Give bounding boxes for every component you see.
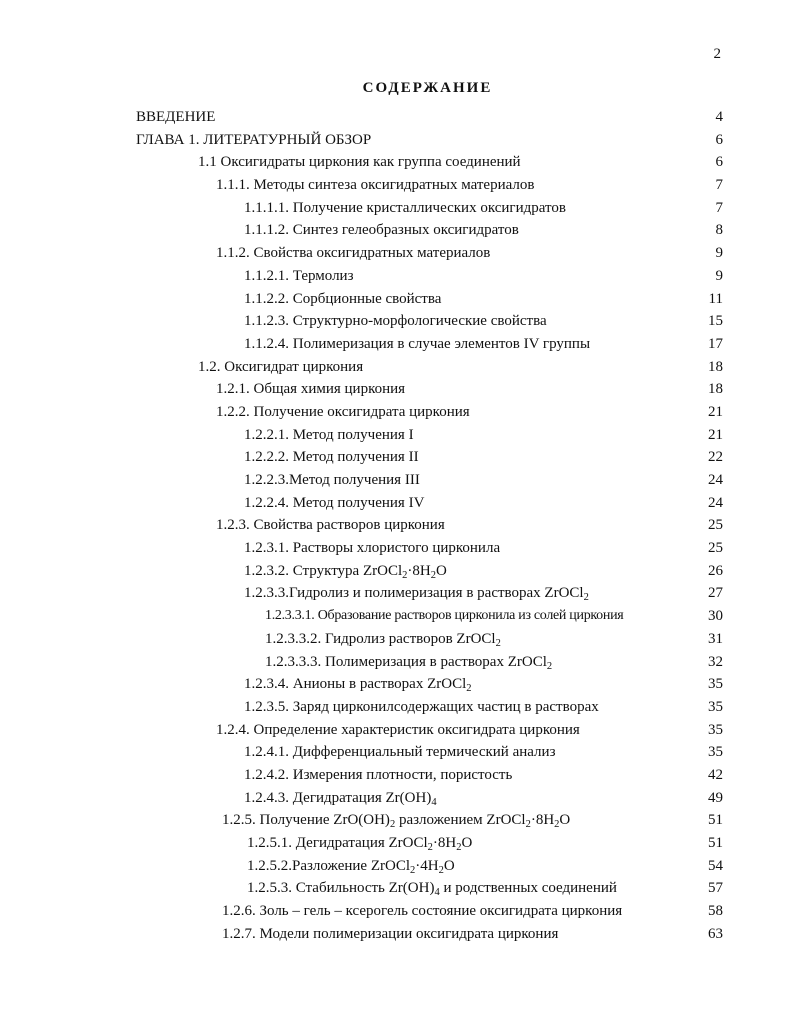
- toc-entry: [0, 877, 799, 900]
- toc-entry: [0, 605, 799, 628]
- toc-entry: [0, 719, 799, 742]
- toc-entry: [0, 900, 799, 923]
- toc-entry: [0, 809, 799, 832]
- toc-entry-page: 9: [715, 267, 723, 284]
- toc-entry: [0, 651, 799, 674]
- toc-entry-page: 21: [708, 426, 723, 443]
- toc-entry: [0, 424, 799, 447]
- toc-entry-page: 17: [708, 335, 723, 352]
- toc-entry-page: 7: [715, 199, 723, 216]
- toc-entry-page: 35: [708, 676, 723, 693]
- toc-entry-page: 18: [708, 381, 723, 398]
- toc-entry: [0, 106, 799, 129]
- toc-entry: [0, 219, 799, 242]
- toc-entry: [0, 628, 799, 651]
- toc-entry-page: 26: [708, 562, 723, 579]
- toc-entry-page: 7: [715, 177, 723, 194]
- toc-entry-label: ВВЕДЕНИЕ: [136, 109, 216, 125]
- page-number: 2: [713, 46, 721, 62]
- toc-entry: [0, 537, 799, 560]
- toc-entry-page: 8: [715, 222, 723, 239]
- toc-entry: [0, 832, 799, 855]
- toc-entry-label: 1.2.3.3.Гидролиз и полимеризация в растворах ZrOCl$_2$: [244, 585, 589, 604]
- toc-entry-page: 57: [708, 880, 723, 897]
- toc-entry-page: 25: [708, 517, 723, 534]
- toc-entry-label: 1.2.3.1. Растворы хлористого цирконила: [244, 540, 501, 557]
- toc-entry-page: 63: [708, 925, 723, 942]
- toc-entry: [0, 446, 799, 469]
- toc-entry: [0, 923, 799, 946]
- toc-entry: [0, 741, 799, 764]
- toc-entry-label: 1.1 Оксигидраты циркония как группа соединений: [198, 154, 521, 171]
- toc-entry-label: 1.2.4.2. Измерения плотности, пористость: [244, 766, 513, 783]
- toc-entry-label: 1.2.4.1. Дифференциальный термический анализ: [244, 744, 556, 761]
- toc-entry-label: 1.2.7. Модели полимеризации оксигидрата циркония: [222, 925, 559, 942]
- toc-entry-page: 35: [708, 698, 723, 715]
- toc-entry-label: 1.2.5. Получение $ZrO(OH)_2$ разложением $ZrOCl_2\cdot 8H_2O$: [222, 812, 571, 831]
- toc-entry-page: 51: [708, 812, 723, 829]
- toc-entry-page: 51: [708, 835, 723, 851]
- toc-entry-page: 32: [708, 653, 723, 670]
- toc-entry-page: 24: [708, 472, 723, 488]
- toc-entry: [0, 696, 799, 719]
- toc-entry-page: 31: [708, 630, 723, 647]
- toc-entry-label: 1.2.3.5. Заряд цирконилсодержащих частиц в растворах: [244, 698, 599, 715]
- toc-entry: [0, 514, 799, 537]
- toc-entry-label: 1.2.5.3. Стабильность $Zr(OH)_4$ и родственных соединений: [247, 880, 617, 899]
- toc-entry-label: 1.2.2.1. Метод получения I: [244, 426, 414, 443]
- toc-entry: [0, 855, 799, 878]
- toc-entry: [0, 310, 799, 333]
- toc-entry-page: 35: [708, 744, 723, 761]
- toc-entry-page: 42: [708, 766, 723, 783]
- toc-entry: [0, 492, 799, 515]
- toc-title: СОДЕРЖАНИЕ: [362, 80, 493, 96]
- toc-entry-label: 1.2.3.3.3. Полимеризация в растворах ZrOCl$_2$: [265, 653, 553, 672]
- toc-entry: [0, 174, 799, 197]
- toc-entry-page: 11: [708, 290, 723, 307]
- toc-entry-label: 1.2.2.4. Метод получения IV: [244, 494, 425, 511]
- toc-entry: [0, 764, 799, 787]
- toc-entry: [0, 787, 799, 810]
- toc-entry: [0, 401, 799, 424]
- toc-entry-page: 18: [708, 358, 723, 375]
- toc-entry-page: 58: [708, 903, 723, 920]
- toc-entry: [0, 582, 799, 605]
- toc-entry: [0, 356, 799, 379]
- toc-entry: [0, 469, 799, 492]
- toc-entry-label: 1.2.3. Свойства растворов циркония: [216, 517, 445, 534]
- toc-entry: [0, 378, 799, 401]
- toc-entry: [0, 673, 799, 696]
- table-of-contents: [0, 106, 799, 945]
- toc-entry-page: 4: [715, 109, 723, 125]
- toc-entry: [0, 265, 799, 288]
- toc-entry-label: 1.2.4.3. Дегидратация $Zr(OH)_4$: [244, 789, 437, 808]
- toc-entry-label: 1.1.1.1. Получение кристаллических оксигидратов: [244, 199, 566, 216]
- toc-entry: [0, 197, 799, 220]
- toc-entry-page: 9: [715, 245, 723, 262]
- toc-entry-label: 1.1.2.3. Структурно-морфологические свойства: [244, 313, 547, 330]
- toc-entry-page: 6: [715, 154, 723, 171]
- toc-entry-page: 49: [708, 789, 723, 806]
- toc-entry-label: 1.2.1. Общая химия циркония: [216, 381, 406, 398]
- toc-entry-label: 1.2.3.3.2. Гидролиз растворов ZrOCl$_2$: [265, 630, 501, 649]
- toc-entry: [0, 129, 799, 152]
- toc-entry-label: 1.2.4. Определение характеристик оксигидрата циркония: [216, 721, 580, 738]
- toc-entry-label: 1.1.2.1. Термолиз: [244, 267, 354, 284]
- toc-entry-label: 1.1.2.2. Сорбционные свойства: [244, 290, 442, 307]
- toc-entry-label: 1.2.3.4. Анионы в растворах ZrOCl$_2$: [244, 676, 472, 695]
- toc-entry-label: 1.1.2.4. Полимеризация в случае элементов IV группы: [244, 335, 591, 352]
- toc-entry: [0, 242, 799, 265]
- toc-entry-page: 25: [708, 540, 723, 557]
- toc-entry-label: 1.2.3.2. Структура $ZrOCl_2\cdot 8H_2O$: [244, 562, 447, 581]
- toc-entry: [0, 288, 799, 311]
- toc-entry: [0, 333, 799, 356]
- toc-entry-page: 35: [708, 721, 723, 738]
- toc-entry: [0, 151, 799, 174]
- toc-entry-label: 1.2.3.3.1. Образование растворов цирконила из солей циркония: [265, 608, 624, 624]
- toc-entry-page: 54: [708, 857, 723, 874]
- toc-entry-label: 1.1.1.2. Синтез гелеобразных оксигидратов: [244, 222, 519, 239]
- toc-entry-label: 1.2.5.2.Разложение $ZrOCl_2\cdot 4H_2O$: [247, 857, 455, 876]
- toc-entry-label: 1.2. Оксигидрат циркония: [198, 358, 364, 375]
- toc-entry-label: 1.2.2. Получение оксигидрата циркония: [216, 403, 470, 420]
- toc-entry-page: 22: [708, 449, 723, 466]
- toc-entry: [0, 560, 799, 583]
- toc-entry-page: 6: [715, 131, 723, 148]
- toc-entry-label: 1.2.5.1. Дегидратация $ZrOCl_2\cdot 8H_2O$: [247, 835, 473, 853]
- toc-entry-page: 15: [708, 313, 723, 330]
- toc-entry-label: 1.1.1. Методы синтеза оксигидратных материалов: [216, 177, 535, 194]
- toc-entry-label: 1.2.2.2. Метод получения II: [244, 449, 419, 466]
- toc-entry-page: 30: [708, 608, 723, 625]
- toc-entry-page: 24: [708, 494, 723, 511]
- toc-entry-label: ГЛАВА 1. ЛИТЕРАТУРНЫЙ ОБЗОР: [136, 131, 372, 148]
- toc-entry-label: 1.2.6. Золь – гель – ксерогель состояние оксигидрата циркония: [222, 903, 623, 920]
- toc-entry-label: 1.2.2.3.Метод получения III: [244, 472, 420, 488]
- toc-entry-page: 21: [708, 403, 723, 420]
- toc-entry-label: 1.1.2. Свойства оксигидратных материалов: [216, 245, 491, 262]
- toc-entry-page: 27: [708, 585, 723, 602]
